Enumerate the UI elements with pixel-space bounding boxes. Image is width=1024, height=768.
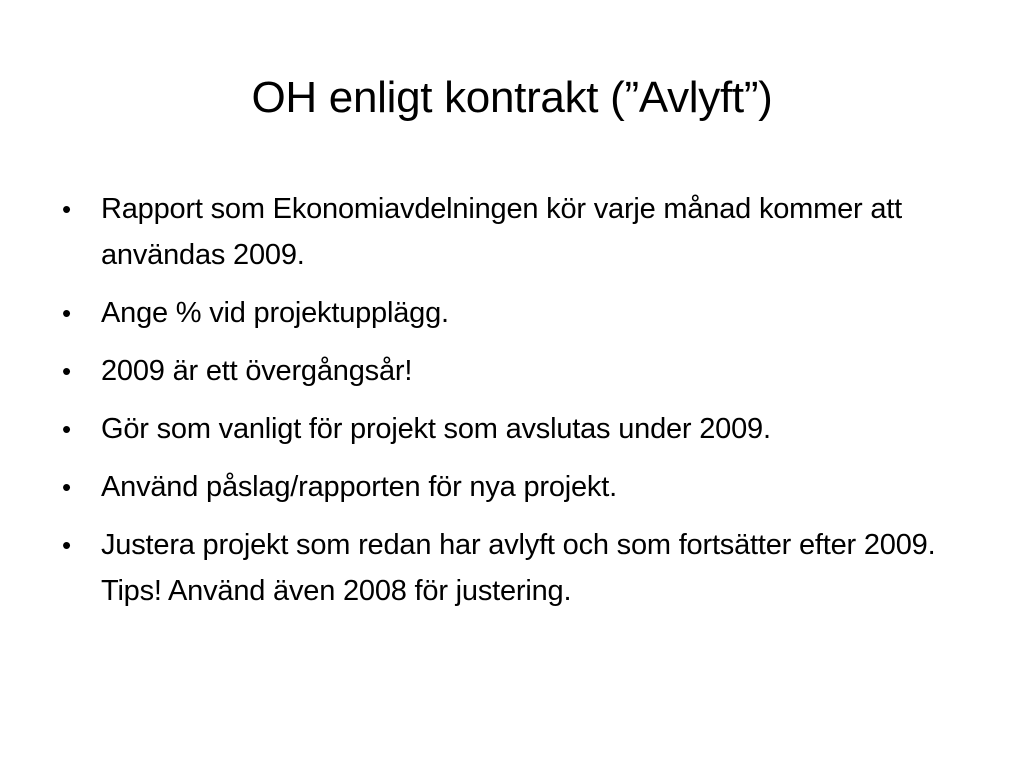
bullet-item-5 [56, 464, 976, 510]
bullet-dot-icon: • [62, 194, 71, 224]
bullet-item-2 [56, 290, 976, 336]
bullet-item-6 [56, 522, 976, 614]
bullet-text: Ange % vid projektupplägg. [101, 297, 449, 329]
bullet-text: Gör som vanligt för projekt som avslutas under 2009. [101, 413, 771, 445]
bullet-dot-icon: • [62, 530, 71, 560]
bullet-dot-icon: • [62, 298, 71, 328]
slide-title: OH enligt kontrakt (”Avlyft”) [251, 73, 773, 122]
bullet-list [56, 186, 976, 626]
bullet-item-1 [56, 186, 976, 278]
bullet-text: Använd påslag/rapporten för nya projekt. [101, 471, 617, 503]
bullet-dot-icon: • [62, 414, 71, 444]
bullet-text: 2009 är ett övergångsår! [101, 355, 413, 387]
bullet-text: Justera projekt som redan har avlyft och som fortsätter efter 2009. Tips! Använd även 2008 för justering. [101, 529, 936, 607]
bullet-dot-icon: • [62, 356, 71, 386]
bullet-item-4 [56, 406, 976, 452]
bullet-dot-icon: • [62, 472, 71, 502]
bullet-text: Rapport som Ekonomiavdelningen kör varje månad kommer att användas 2009. [101, 193, 902, 271]
bullet-item-3 [56, 348, 976, 394]
